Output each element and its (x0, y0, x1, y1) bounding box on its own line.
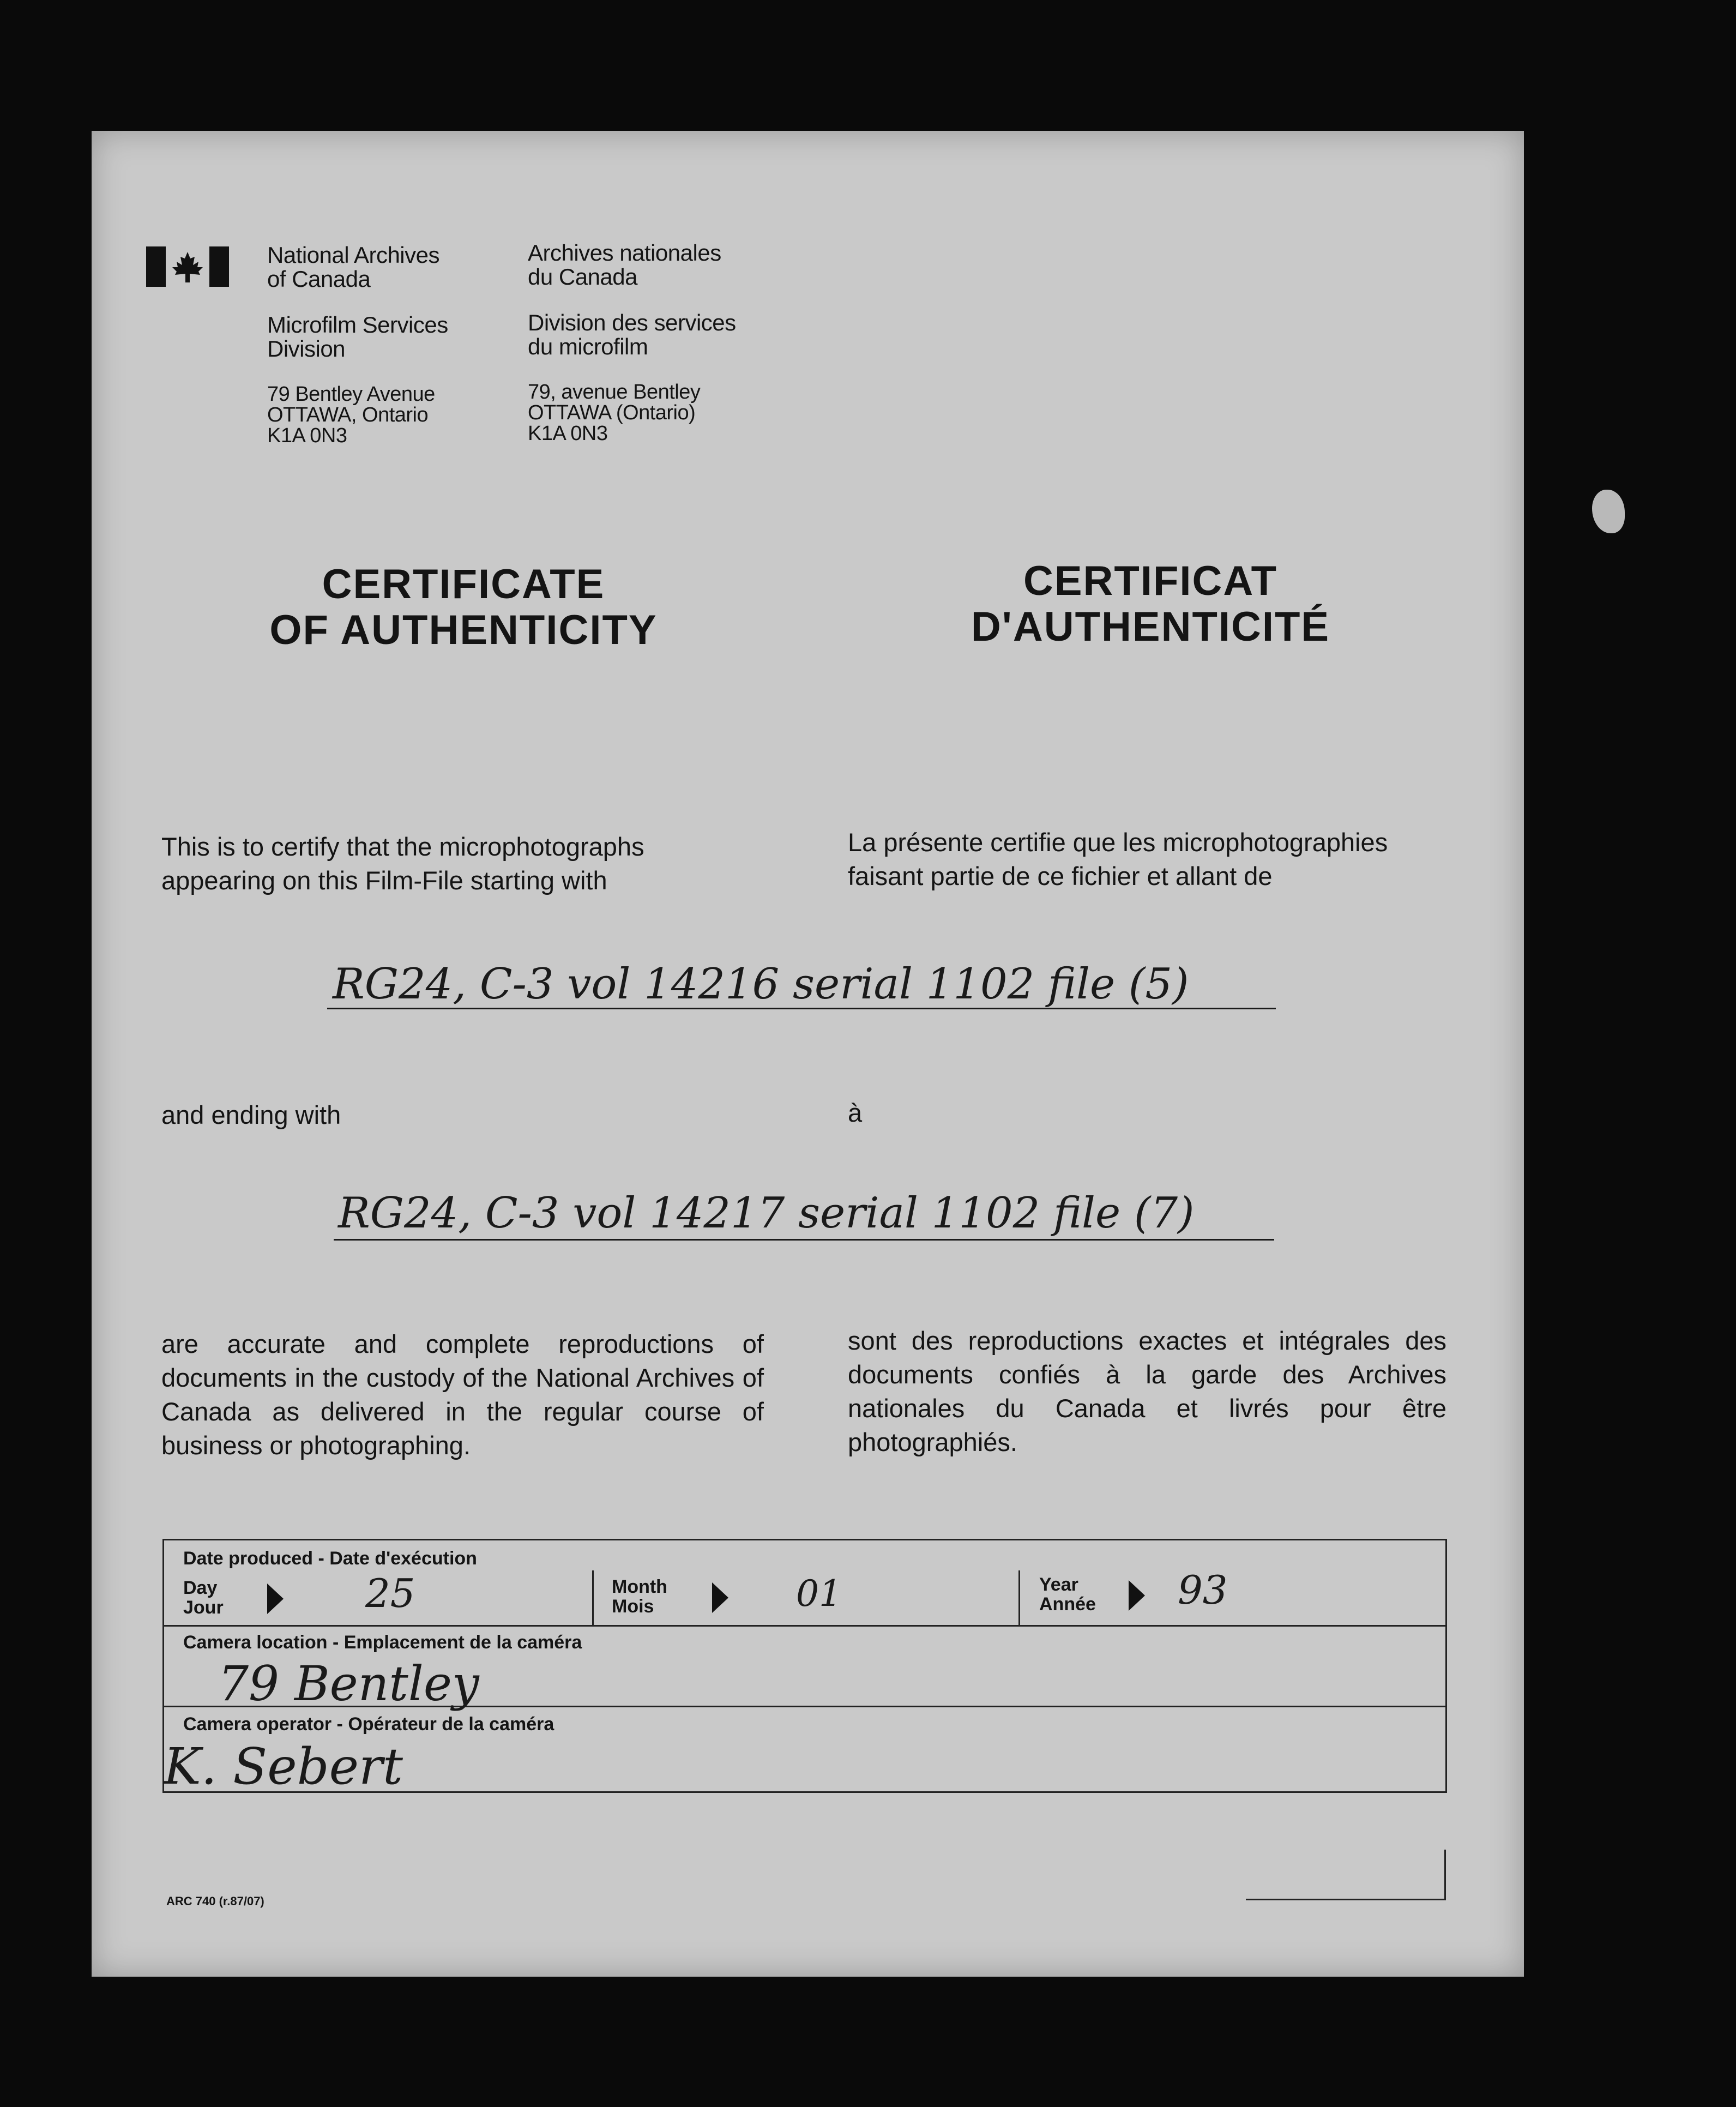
end-entry-underline (334, 1239, 1274, 1241)
intro-en-line2: appearing on this Film-File starting with (161, 866, 607, 895)
camera-location-value: 79 Bentley (218, 1656, 479, 1712)
address-en-line1: 79 Bentley Avenue (267, 383, 435, 406)
intro-en (161, 830, 767, 898)
address-fr-line1: 79, avenue Bentley (528, 381, 701, 404)
end-entry: RG24, C-3 vol 14217 serial 1102 file (7) (338, 1189, 1195, 1238)
title-fr-line1: CERTIFICAT (1023, 558, 1278, 604)
intro-en-line1: This is to certify that the microphotographs (161, 832, 644, 861)
camera-operator-label: Camera operator - Opérateur de la caméra (183, 1714, 554, 1735)
date-produced-label: Date produced - Date d'exécution (183, 1548, 477, 1569)
title-fr-line2: D'AUTHENTICITÉ (971, 604, 1330, 650)
org-name-en (267, 243, 439, 291)
division-en (267, 313, 448, 361)
month-value: 01 (796, 1573, 842, 1615)
day-label (183, 1578, 224, 1617)
title-en-line2: OF AUTHENTICITY (269, 607, 658, 653)
division-fr-line1: Division des services (528, 310, 736, 335)
month-label (612, 1577, 667, 1616)
org-name-en-line2: of Canada (267, 266, 371, 292)
camera-operator-signature: K. Sebert (164, 1737, 403, 1796)
day-label-fr: Jour (183, 1597, 224, 1618)
month-label-en: Month (612, 1576, 667, 1597)
day-arrow-icon (267, 1584, 284, 1614)
signature-line (1246, 1899, 1446, 1900)
year-label-en: Year (1039, 1574, 1078, 1595)
title-en-line1: CERTIFICATE (322, 561, 605, 607)
title-en (218, 562, 709, 653)
org-name-fr-line2: du Canada (528, 264, 638, 290)
address-en-line2: OTTAWA, Ontario (267, 404, 429, 426)
closing-fr: sont des reproductions exactes et intégrales des documents confiés à la garde des Archives nationales du Canada et livrés pour être photographiés. (848, 1326, 1446, 1456)
day-value: 25 (365, 1570, 415, 1616)
form-code: ARC 740 (r.87/07) (166, 1894, 264, 1908)
intro-fr-line2: faisant partie de ce fichier et allant de (848, 862, 1273, 890)
org-name-fr (528, 241, 721, 289)
camera-location-label: Camera location - Emplacement de la caméra (183, 1632, 582, 1653)
year-label (1039, 1575, 1096, 1614)
closing-en: are accurate and complete reproductions of documents in the custody of the National Archives of Canada as delivered in the regular course of business or photographing. (161, 1329, 764, 1460)
year-label-fr: Année (1039, 1594, 1096, 1615)
title-fr (894, 558, 1407, 650)
intro-fr-line1: La présente certifie que les microphotographies (848, 828, 1388, 857)
form-divider-1 (162, 1625, 1445, 1627)
start-entry: RG24, C-3 vol 14216 serial 1102 file (5) (333, 960, 1189, 1009)
division-en-line1: Microfilm Services (267, 312, 448, 338)
day-label-en: Day (183, 1578, 218, 1598)
address-fr-line2: OTTAWA (Ontario) (528, 401, 696, 424)
org-name-fr-line1: Archives nationales (528, 240, 721, 266)
start-entry-underline (327, 1008, 1276, 1009)
intro-fr (848, 826, 1458, 893)
month-label-fr: Mois (612, 1596, 654, 1617)
month-arrow-icon (712, 1582, 728, 1613)
signature-line-end (1444, 1850, 1446, 1900)
year-value: 93 (1178, 1567, 1228, 1613)
canada-flag-icon (146, 246, 229, 287)
form-vdivider-1 (592, 1570, 594, 1625)
ending-fr: à (848, 1098, 863, 1127)
org-name-en-line1: National Archives (267, 242, 439, 268)
address-fr (528, 382, 700, 444)
address-en (267, 384, 435, 446)
address-fr-line3: K1A 0N3 (528, 422, 608, 445)
year-arrow-icon (1129, 1580, 1145, 1611)
division-fr-line2: du microfilm (528, 334, 648, 359)
division-fr (528, 311, 736, 359)
film-blemish (1592, 490, 1625, 533)
address-en-line3: K1A 0N3 (267, 424, 347, 447)
division-en-line2: Division (267, 336, 346, 362)
ending-en: and ending with (161, 1100, 341, 1129)
form-vdivider-2 (1018, 1570, 1020, 1625)
